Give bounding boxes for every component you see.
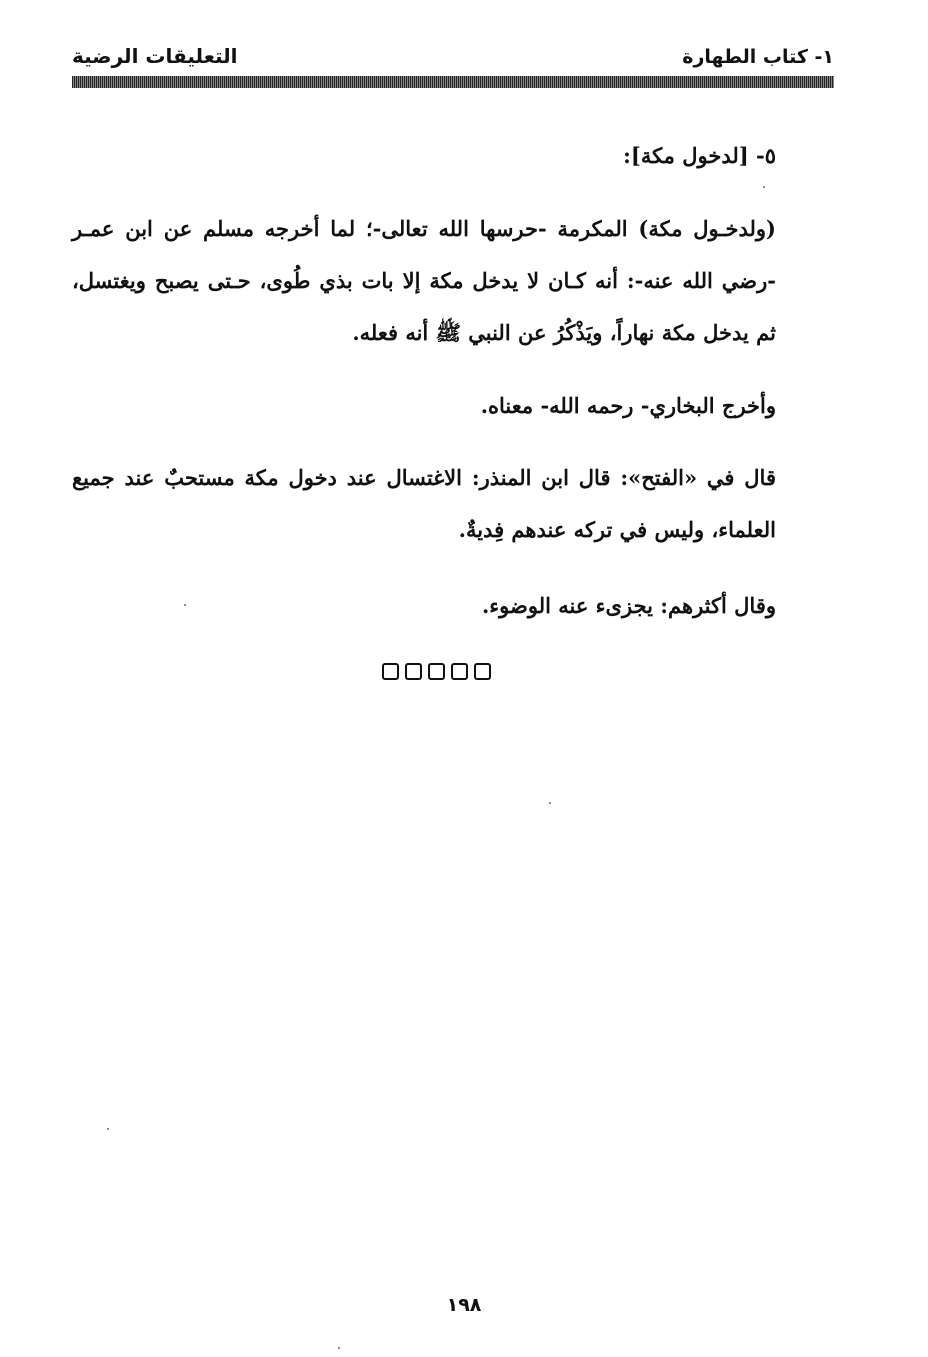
paragraph-4: وقال أكثرهم: يجزىء عنه الوضوء.	[481, 593, 776, 618]
paragraph-2-block	[72, 380, 834, 432]
paragraph-4-block	[72, 580, 834, 632]
paragraph-1: (ولدخـول مكة) المكرمة -حرسها الله تعالى-؛ لما أخرجه مسلم عن ابن عمـر -رضي الله عنه-: أنه كـان لا يدخل مكة إلا بات بذي طُوى، حـتى يصبح ويغتسل، ثم يدخل مكة نهاراً، ويَذْكُرُ عن النبي ﷺ أنه فعله.	[72, 216, 776, 345]
ornament-square	[382, 663, 399, 680]
section-end-ornament	[382, 663, 491, 680]
paragraph-3-block	[72, 452, 834, 556]
ornament-square	[428, 663, 445, 680]
scan-speck	[338, 1347, 340, 1349]
ornament-square	[405, 663, 422, 680]
paragraph-3: قال في «الفتح»: قال ابن المنذر: الاغتسال عند دخول مكة مستحبٌ عند جميع العلماء، وليس في تركه عندهم فِديةٌ.	[72, 465, 776, 542]
scan-speck	[549, 802, 551, 804]
section-heading-block	[72, 130, 834, 182]
book-title: التعليقات الرضية	[72, 44, 238, 68]
scan-speck	[763, 186, 765, 188]
scan-speck	[107, 1128, 109, 1130]
header-rule	[72, 76, 834, 88]
page-number: ١٩٨	[446, 1294, 482, 1316]
chapter-title: ١- كتاب الطهارة	[682, 46, 834, 68]
scan-speck	[184, 604, 186, 606]
ornament-square	[474, 663, 491, 680]
section-heading: ٥- [لدخول مكة]:	[623, 143, 776, 168]
running-header	[72, 40, 834, 74]
ornament-square	[451, 663, 468, 680]
paragraph-1-block	[72, 203, 834, 359]
paragraph-2: وأخرج البخاري- رحمه الله- معناه.	[480, 393, 776, 418]
